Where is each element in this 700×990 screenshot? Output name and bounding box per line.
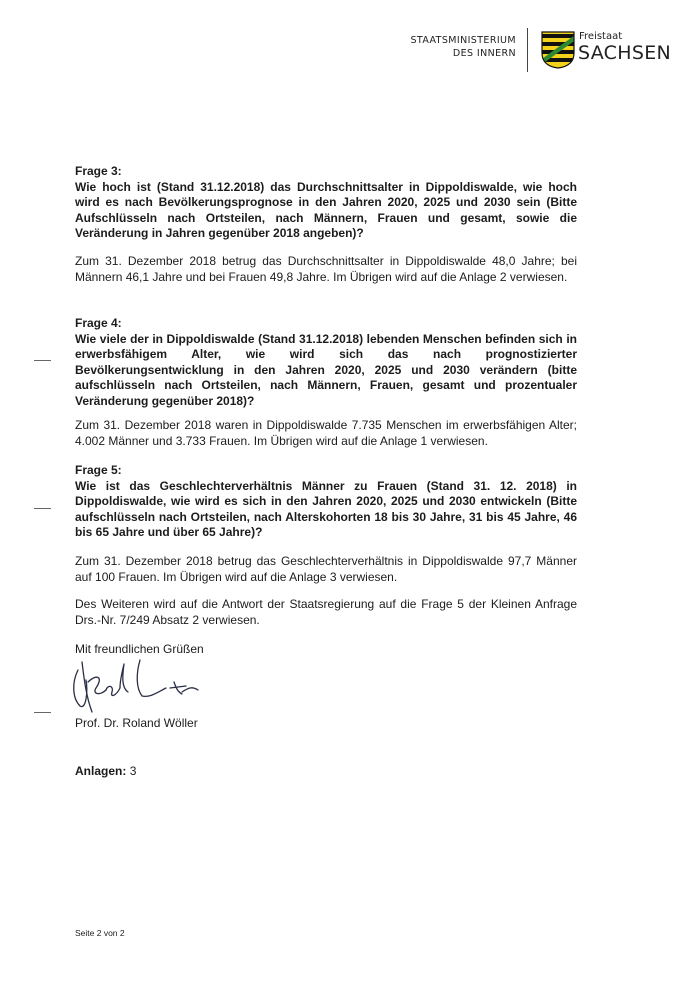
question-4-label: Frage 4:	[75, 316, 122, 330]
ministry-line-2: DES INNERN	[452, 48, 516, 59]
page-number: Seite 2 von 2	[75, 928, 125, 938]
question-3-block	[75, 164, 577, 242]
state-label-big: SACHSEN	[578, 42, 672, 64]
signatory-name: Prof. Dr. Roland Wöller	[75, 716, 198, 730]
answer-5: Zum 31. Dezember 2018 betrug das Geschlechterverhältnis in Dippoldiswalde 97,7 Männer auf 100 Frauen. Im Übrigen wird auf die Anlage 3 verwiesen.	[75, 554, 577, 584]
saxony-coat-of-arms-icon	[541, 31, 575, 69]
ministry-line-1: STAATSMINISTERIUM	[410, 35, 516, 46]
question-5-block	[75, 463, 577, 541]
closing-note: Des Weiteren wird auf die Antwort der Staatsregierung auf die Frage 5 der Kleinen Anfrage Drs.-Nr. 7/249 Absatz 2 verwiesen.	[75, 597, 577, 627]
state-label-small: Freistaat	[579, 31, 623, 42]
greeting: Mit freundlichen Grüßen	[75, 642, 204, 656]
question-3-label: Frage 3:	[75, 164, 122, 178]
question-4-text: Wie viele der in Dippoldiswalde (Stand 31.12.2018) lebenden Menschen befinden sich in erwerbsfähigem Alter, wie wird sich das nach prognostizierter Bevölkerungsentwicklung in den Jahren 2020, 2025 und 2030 verändern (bitte aufschlüsseln nach Ortsteilen, nach Männern, Frauen, gesamt und prozentualer Veränderung gegenüber 2018)?	[75, 331, 577, 408]
handwritten-signature	[66, 652, 216, 722]
answer-3: Zum 31. Dezember 2018 betrug das Durchschnittsalter in Dippoldiswalde 48,0 Jahre; bei Männern 46,1 Jahre und bei Frauen 49,8 Jahre. Im Übrigen wird auf die Anlage 2 verwiesen.	[75, 254, 577, 284]
margin-punch-mark	[34, 508, 51, 509]
ministry-name	[410, 34, 516, 60]
attachments	[75, 764, 136, 778]
question-5-label: Frage 5:	[75, 463, 122, 477]
header-divider	[527, 28, 528, 72]
question-3-text: Wie hoch ist (Stand 31.12.2018) das Durchschnittsalter in Dippoldiswalde, wie hoch wird es nach Bevölkerungsprognose in den Jahren 2020, 2025 und 2030 sein (Bitte Aufschlüsseln nach Ortsteilen, nach Männern, Frauen und gesamt, sowie die Veränderung in Jahren gegenüber 2018 angeben)?	[75, 179, 577, 240]
margin-fold-mark-lower	[34, 712, 51, 713]
question-5-text: Wie ist das Geschlechterverhältnis Männer zu Frauen (Stand 31. 12. 2018) in Dippoldiswalde, wie wird es sich in den Jahren 2020, 2025 und 2030 entwickeln (Bitte aufschlüsseln nach Ortsteilen, nach Alterskohorten 18 bis 30 Jahre, 31 bis 45 Jahre, 46 bis 65 Jahre und über 65 Jahre)?	[75, 478, 577, 539]
question-4-block	[75, 316, 577, 409]
attachments-count: 3	[129, 764, 137, 778]
attachments-label: Anlagen:	[75, 764, 127, 778]
answer-4: Zum 31. Dezember 2018 waren in Dippoldiswalde 7.735 Menschen im erwerbsfähigen Alter; 4.002 Männer und 3.733 Frauen. Im Übrigen wird auf die Anlage 1 verwiesen.	[75, 418, 577, 448]
margin-fold-mark	[34, 360, 51, 361]
